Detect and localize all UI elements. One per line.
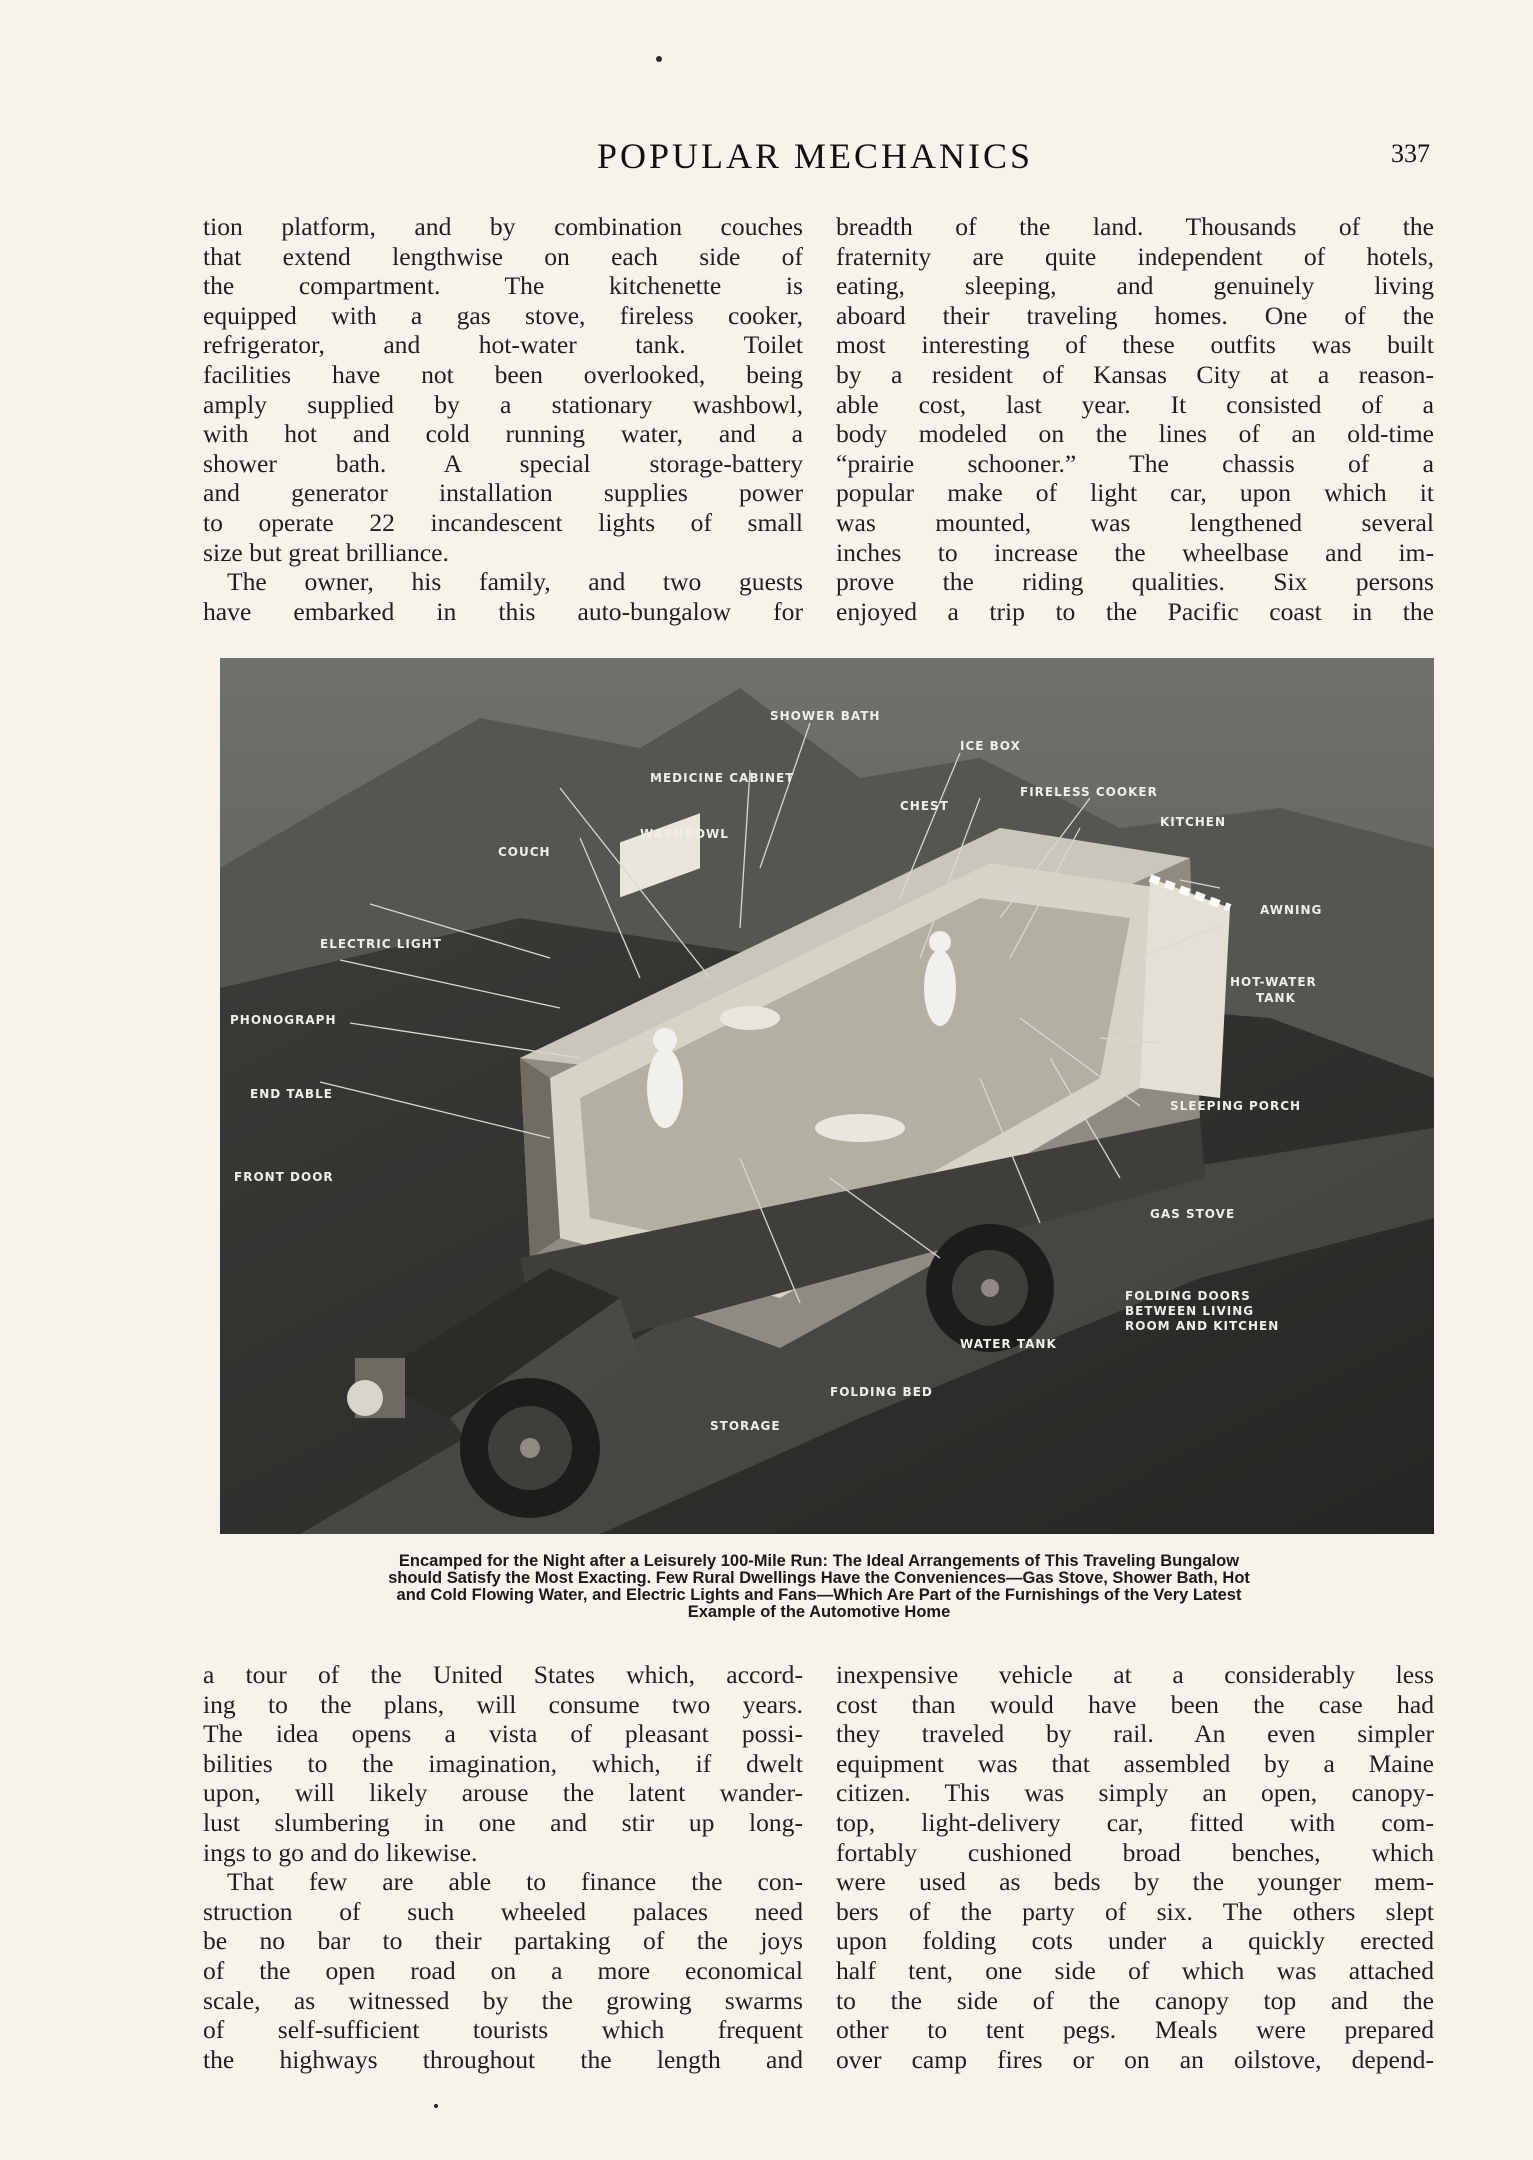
text-line: amply supplied by a stationary washbowl,: [203, 389, 803, 419]
bottom-right-column: [836, 1660, 1434, 2074]
text-line: cost than would have been the case had: [836, 1689, 1434, 1719]
text-line: The idea opens a vista of pleasant possi-: [203, 1719, 803, 1749]
text-line: that extend lengthwise on each side of: [203, 241, 803, 271]
text-line: of self-sufficient tourists which frequent: [203, 2015, 803, 2045]
label-kitchen: KITCHEN: [1160, 815, 1227, 829]
text-line: popular make of light car, upon which it: [836, 478, 1434, 508]
text-line: inexpensive vehicle at a considerably less: [836, 1660, 1434, 1689]
top-left-column: [203, 212, 803, 626]
label-end-table: END TABLE: [250, 1087, 333, 1101]
label-washbowl: WASHBOWL: [640, 827, 729, 841]
text-line: fortably cushioned broad benches, which: [836, 1837, 1434, 1867]
label-couch: COUCH: [498, 845, 551, 859]
text-line: half tent, one side of which was attached: [836, 1955, 1434, 1985]
ink-dot-top: [656, 56, 662, 62]
text-line: “prairie schooner.” The chassis of a: [836, 448, 1434, 478]
label-folding-doors-2: BETWEEN LIVING: [1125, 1304, 1255, 1318]
text-line: bers of the party of six. The others slept: [836, 1896, 1434, 1926]
text-line: enjoyed a trip to the Pacific coast in the: [836, 596, 1434, 626]
label-medicine-cabinet: MEDICINE CABINET: [650, 771, 795, 785]
text-line: scale, as witnessed by the growing swarms: [203, 1985, 803, 2015]
label-shower-bath: SHOWER BATH: [770, 709, 881, 723]
magazine-title: POPULAR MECHANICS: [596, 136, 1034, 176]
top-right-column: [836, 212, 1434, 626]
label-front-door: FRONT DOOR: [234, 1170, 334, 1184]
label-hot-water-tank-2: TANK: [1256, 991, 1296, 1005]
label-folding-doors: FOLDING DOORS: [1125, 1289, 1251, 1303]
label-hot-water-tank: HOT-WATER: [1230, 975, 1317, 989]
text-line: upon, will likely arouse the latent wander-: [203, 1778, 803, 1808]
text-line: be no bar to their partaking of the joys: [203, 1926, 803, 1956]
label-folding-bed: FOLDING BED: [830, 1385, 933, 1399]
label-phonograph: PHONOGRAPH: [230, 1013, 337, 1027]
caption-line: Example of the Automotive Home: [687, 1603, 951, 1621]
text-line: they traveled by rail. An even simpler: [836, 1719, 1434, 1749]
text-line: to the side of the canopy top and the: [836, 1985, 1434, 2015]
text-line: a tour of the United States which, accord-: [203, 1660, 803, 1689]
text-line: size but great brilliance.: [203, 537, 449, 567]
text-line: equipped with a gas stove, fireless cooker,: [203, 300, 803, 330]
text-line: the compartment. The kitchenette is: [203, 271, 803, 301]
text-line: citizen. This was simply an open, canopy-: [836, 1778, 1434, 1808]
bottom-left-column: [203, 1660, 803, 2074]
label-gas-stove: GAS STOVE: [1150, 1207, 1236, 1221]
label-storage: STORAGE: [710, 1419, 781, 1433]
text-line: That few are able to finance the con-: [227, 1867, 803, 1897]
label-awning: AWNING: [1260, 903, 1323, 917]
label-sleeping-porch: SLEEPING PORCH: [1170, 1099, 1302, 1113]
page-number: 337: [1391, 139, 1430, 168]
text-line: other to tent pegs. Meals were prepared: [836, 2015, 1434, 2045]
label-electric-light: ELECTRIC LIGHT: [320, 937, 442, 951]
text-line: were used as beds by the younger mem-: [836, 1867, 1434, 1897]
text-line: breadth of the land. Thousands of the: [836, 212, 1434, 241]
caption-line: should Satisfy the Most Exacting. Few Rural Dwellings Have the Conveniences—Gas Stove, Shower Bath, Hot: [388, 1569, 1250, 1587]
text-line: have embarked in this auto-bungalow for: [203, 596, 803, 626]
figure-caption: [205, 1553, 1433, 1621]
text-line: The owner, his family, and two guests: [227, 567, 803, 597]
label-water-tank: WATER TANK: [960, 1337, 1057, 1351]
text-line: able cost, last year. It consisted of a: [836, 389, 1434, 419]
caption-line: and Cold Flowing Water, and Electric Lights and Fans—Which Are Part of the Furnishings of the Very Latest: [396, 1586, 1242, 1604]
label-folding-doors-3: ROOM AND KITCHEN: [1125, 1319, 1280, 1333]
text-line: with hot and cold running water, and a: [203, 419, 803, 449]
running-header: [200, 135, 1430, 185]
text-line: over camp fires or on an oilstove, depend-: [836, 2044, 1434, 2074]
text-line: aboard their traveling homes. One of the: [836, 300, 1434, 330]
cutaway-illustration: [220, 658, 1434, 1534]
text-line: most interesting of these outfits was built: [836, 330, 1434, 360]
text-line: ing to the plans, will consume two years.: [203, 1689, 803, 1719]
text-line: inches to increase the wheelbase and im-: [836, 537, 1434, 567]
text-line: struction of such wheeled palaces need: [203, 1896, 803, 1926]
text-line: equipment was that assembled by a Maine: [836, 1748, 1434, 1778]
text-line: was mounted, was lengthened several: [836, 507, 1434, 537]
text-line: facilities have not been overlooked, being: [203, 359, 803, 389]
text-line: bilities to the imagination, which, if dwelt: [203, 1748, 803, 1778]
label-fireless-cooker: FIRELESS COOKER: [1020, 785, 1158, 799]
text-line: body modeled on the lines of an old-time: [836, 419, 1434, 449]
caption-line: Encamped for the Night after a Leisurely 100-Mile Run: The Ideal Arrangements of This Traveling Bungalow: [398, 1552, 1240, 1570]
text-line: by a resident of Kansas City at a reason-: [836, 359, 1434, 389]
text-line: the highways throughout the length and: [203, 2044, 803, 2074]
text-line: fraternity are quite independent of hotels,: [836, 241, 1434, 271]
text-line: of the open road on a more economical: [203, 1955, 803, 1985]
text-line: shower bath. A special storage-battery: [203, 448, 803, 478]
text-line: and generator installation supplies power: [203, 478, 803, 508]
text-line: to operate 22 incandescent lights of small: [203, 507, 803, 537]
text-line: upon folding cots under a quickly erected: [836, 1926, 1434, 1956]
text-line: top, light-delivery car, fitted with com-: [836, 1807, 1434, 1837]
ink-dot-bottom: [434, 2104, 438, 2108]
text-line: tion platform, and by combination couches: [203, 212, 803, 241]
text-line: lust slumbering in one and stir up long-: [203, 1807, 803, 1837]
text-line: refrigerator, and hot-water tank. Toilet: [203, 330, 803, 360]
label-ice-box: ICE BOX: [960, 739, 1021, 753]
text-line: ings to go and do likewise.: [203, 1837, 478, 1867]
label-chest: CHEST: [900, 799, 949, 813]
text-line: eating, sleeping, and genuinely living: [836, 271, 1434, 301]
text-line: prove the riding qualities. Six persons: [836, 567, 1434, 597]
